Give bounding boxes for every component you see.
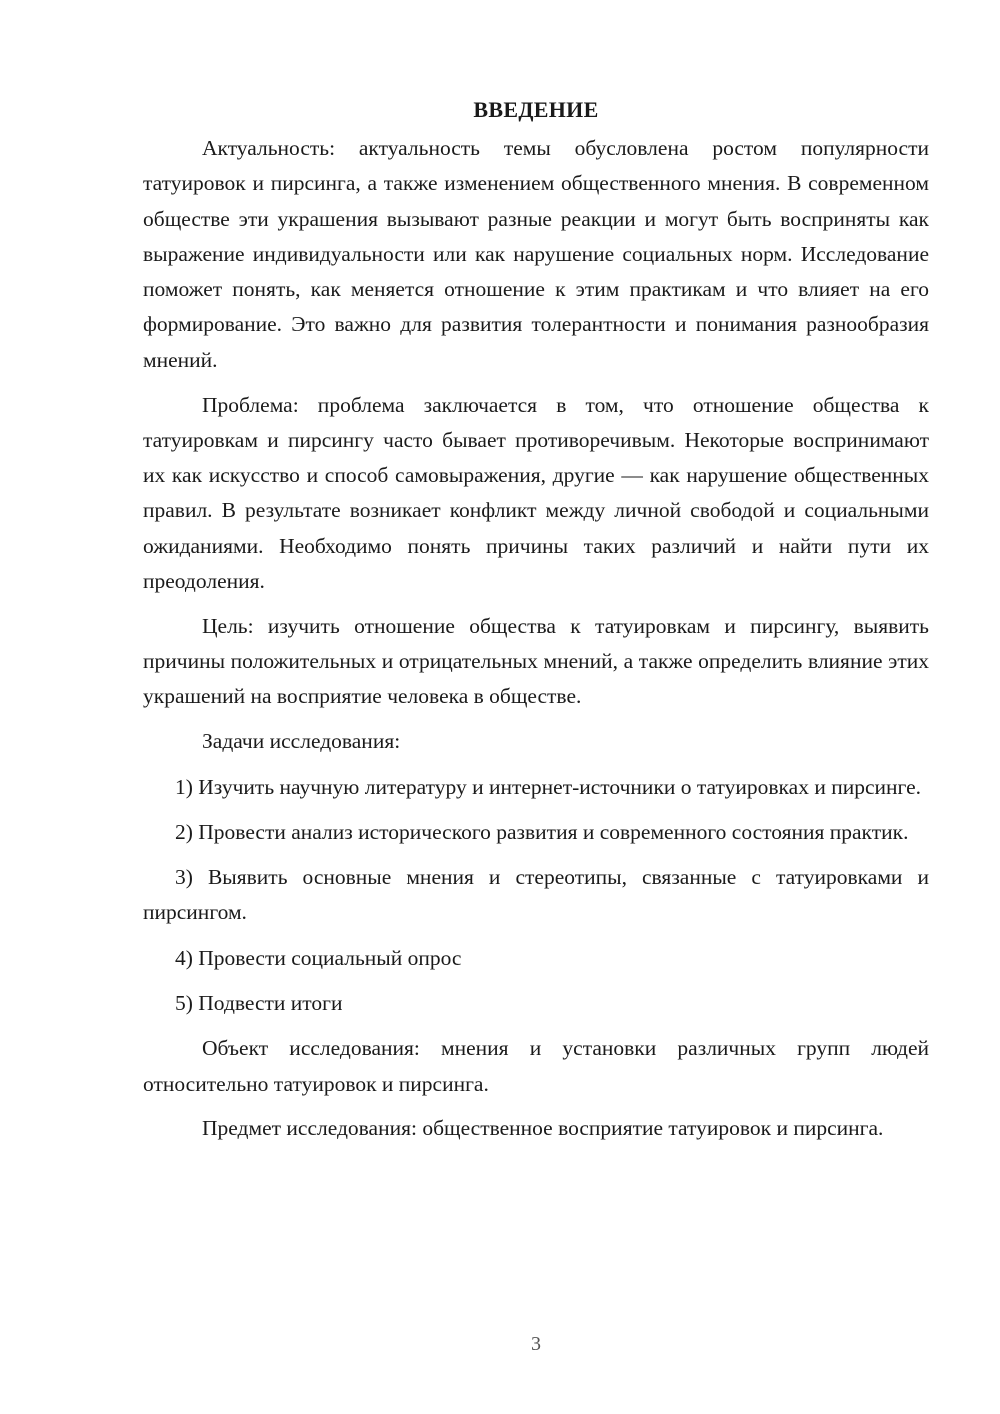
task-item-4: 4) Провести социальный опрос [175,945,462,970]
subject-paragraph: Предмет исследования: общественное восприятие татуировок и пирсинга. [202,1116,884,1141]
relevance-paragraph: Актуальность: актуальность темы обусловлена ростом популярности татуировок и пирсинга, а также изменением общественного мнения. В современном обществе эти украшения вызывают разные реакции и могут быть восприняты как выражение индивидуальности или как нарушение социальных норм. Исследование поможет понять, как меняется отношение к этим практикам и что влияет на его формирование. Это важно для развития толерантности и понимания разнообразия мнений. [143,136,929,372]
tasks-heading: Задачи исследования: [202,729,401,754]
document-page [143,92,929,1156]
task-item-1: 1) Изучить научную литературу и интернет-источники о татуировках и пирсинге. [175,774,921,799]
goal-paragraph: Цель: изучить отношение общества к татуировкам и пирсингу, выявить причины положительных и отрицательных мнений, а также определить влияние этих украшений на восприятие человека в обществе. [143,613,929,709]
task-item-2: 2) Провести анализ исторического развития и современного состояния практик. [175,819,909,844]
object-paragraph: Объект исследования: мнения и установки различных групп людей относительно татуировок и пирсинга. [143,1036,929,1096]
tasks-list [143,770,929,1022]
task-item-3: 3) Выявить основные мнения и стереотипы, связанные с татуировками и пирсингом. [143,865,929,925]
page-number: 3 [531,1333,541,1355]
task-item-5: 5) Подвести итоги [175,991,343,1016]
page-title: ВВЕДЕНИЕ [473,97,599,122]
problem-paragraph: Проблема: проблема заключается в том, что отношение общества к татуировкам и пирсингу часто бывает противоречивым. Некоторые воспринимают их как искусство и способ самовыражения, другие — как нарушение общественных правил. В результате возникает конфликт между личной свободой и социальными ожиданиями. Необходимо понять причины таких различий и найти пути их преодоления. [143,392,929,594]
